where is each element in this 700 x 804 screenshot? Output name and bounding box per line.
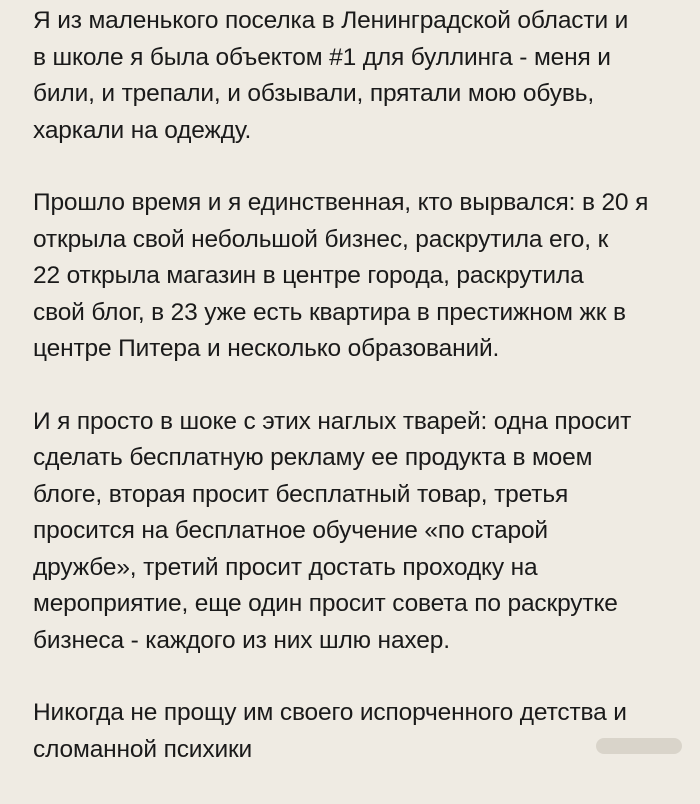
text-line: свой блог, в 23 уже есть квартира в престижном жк в [33, 298, 626, 326]
text-line: харкали на одежду. [33, 116, 252, 144]
text-line: 22 открыла магазин в центре города, раскрутила [33, 262, 584, 289]
text-line: сломанной психики [33, 735, 253, 763]
text-line: открыла свой небольшой бизнес, раскрутила его, к [33, 225, 609, 253]
text-line: мероприятие, еще один просит совета по раскрутке [33, 590, 618, 617]
text-line: в школе я была объектом #1 для буллинга - меня и [33, 43, 611, 71]
text-line: бизнеса - каждого из них шлю нахер. [33, 626, 450, 654]
text-line: И я просто в шоке с этих наглых тварей: одна просит [33, 407, 632, 435]
paragraph-2 [33, 185, 695, 368]
text-line: Прошло время и я единственная, кто вырвался: в 20 я [33, 189, 649, 216]
text-line: блоге, вторая просит бесплатный товар, третья [33, 480, 569, 508]
text-line: Я из маленького поселка в Ленинградской области и [33, 7, 629, 34]
text-line: дружбе», третий просит достать проходку на [33, 553, 538, 581]
text-line: Никогда не прощу им своего испорченного детства и [33, 699, 627, 726]
paragraph-3 [33, 404, 695, 660]
text-line: центре Питера и несколько образований. [33, 335, 500, 362]
text-line: били, и трепали, и обзывали, прятали мою обувь, [33, 80, 594, 107]
text-line: сделать бесплатную рекламу ее продукта в моем [33, 444, 593, 471]
text-line: просится на бесплатное обучение «по старой [33, 517, 548, 544]
paragraph-4 [33, 695, 695, 768]
bottom-corner-chip [596, 738, 682, 754]
note-text [33, 3, 695, 804]
paragraph-1 [33, 3, 695, 149]
